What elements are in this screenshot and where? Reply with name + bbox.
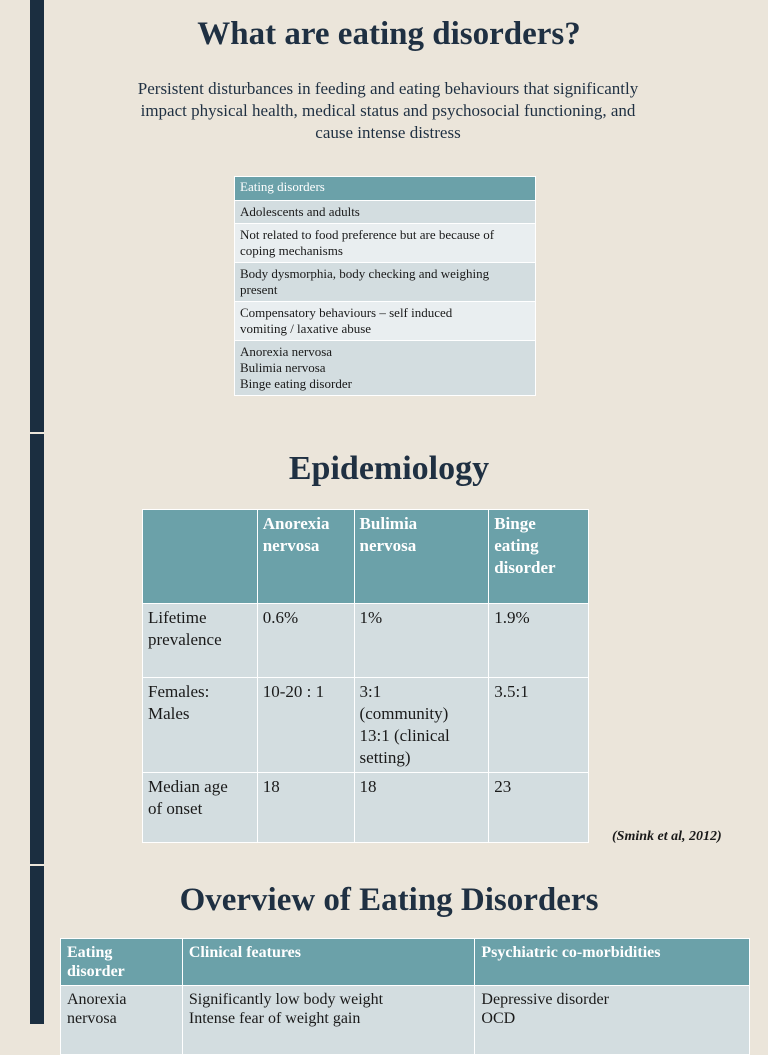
cell-line: 13:1 (clinical xyxy=(359,726,450,745)
table-cell xyxy=(489,678,589,773)
cell-line: prevalence xyxy=(148,630,222,649)
header-line: disorder xyxy=(67,963,125,980)
table-header xyxy=(489,510,589,604)
table-cell xyxy=(475,986,750,1055)
cell-line: Depressive disorder xyxy=(481,991,609,1008)
header-line: eating xyxy=(494,536,539,555)
cell-line: coping mechanisms xyxy=(240,243,343,258)
table-row xyxy=(143,678,589,773)
row-label xyxy=(61,986,183,1055)
cell-line: Anorexia xyxy=(67,991,127,1008)
header-line: nervosa xyxy=(262,536,320,555)
cell-line: of onset xyxy=(148,799,203,818)
cell-line: 1.9% xyxy=(494,608,530,627)
definition-line: cause intense distress xyxy=(315,123,461,142)
sidebar-accent-bar xyxy=(30,0,44,1024)
cell-line: Males xyxy=(148,704,190,723)
table-cell xyxy=(235,201,536,224)
table-row xyxy=(61,986,750,1055)
table-row xyxy=(235,263,536,302)
table-row xyxy=(235,302,536,341)
cell-line: 23 xyxy=(494,777,512,796)
table-cell xyxy=(257,604,354,678)
table-row xyxy=(143,604,589,678)
table-cell xyxy=(235,341,536,396)
header-line: Clinical features xyxy=(188,944,302,961)
cell-line: 18 xyxy=(359,777,377,796)
table-cell xyxy=(235,263,536,302)
cell-line: present xyxy=(240,282,278,297)
table-header xyxy=(182,939,475,986)
cell-line: Compensatory behaviours – self induced xyxy=(240,305,453,320)
header-line: Binge xyxy=(494,514,536,533)
header-line: Bulimia xyxy=(359,514,418,533)
cell-line: Females: xyxy=(148,682,210,701)
section-title-epidemiology: Epidemiology xyxy=(288,450,490,487)
cell-line: Binge eating disorder xyxy=(240,376,352,391)
cell-line: Body dysmorphia, body checking and weighing xyxy=(240,266,490,281)
cell-line: 3:1 xyxy=(359,682,382,701)
table-cell xyxy=(235,302,536,341)
table-row xyxy=(143,773,589,843)
table-header xyxy=(61,939,183,986)
table-cell xyxy=(489,773,589,843)
header-line: disorder xyxy=(494,558,556,577)
header-line: Eating xyxy=(67,944,113,961)
cell-line: 18 xyxy=(262,777,280,796)
cell-line: 3.5:1 xyxy=(494,682,529,701)
table-cell xyxy=(182,986,475,1055)
row-label xyxy=(143,678,258,773)
cell-line: Median age xyxy=(148,777,228,796)
cell-line: 0.6% xyxy=(262,608,299,627)
table-row xyxy=(235,201,536,224)
table-cell xyxy=(257,773,354,843)
table-row xyxy=(235,224,536,263)
cell-line: nervosa xyxy=(67,1010,117,1027)
cell-line: setting) xyxy=(359,748,411,767)
cell-line: 10-20 : 1 xyxy=(262,682,325,701)
cell-line: Lifetime xyxy=(148,608,207,627)
header-line: Psychiatric co-morbidities xyxy=(481,944,661,961)
cell-line: Anorexia nervosa xyxy=(240,344,333,359)
citation: (Smink et al, 2012) xyxy=(612,829,722,844)
cell-line: Intense fear of weight gain xyxy=(188,1010,361,1027)
epidemiology-table xyxy=(142,509,589,843)
header-line: Anorexia xyxy=(262,514,330,533)
cell-line: (community) xyxy=(359,704,449,723)
table-header xyxy=(257,510,354,604)
definition-line: impact physical health, medical status and psychosocial functioning, and xyxy=(140,101,636,120)
table-cell xyxy=(354,678,489,773)
header-line: nervosa xyxy=(359,536,417,555)
section-title-eating-disorders: What are eating disorders? xyxy=(197,16,581,52)
row-label xyxy=(143,773,258,843)
section-divider xyxy=(30,864,44,866)
table-header-empty xyxy=(143,510,258,604)
table-cell xyxy=(235,224,536,263)
table-cell xyxy=(354,773,489,843)
overview-table xyxy=(60,938,750,1055)
cell-line: Adolescents and adults xyxy=(240,204,360,219)
cell-line: OCD xyxy=(481,1010,516,1027)
row-label xyxy=(143,604,258,678)
definition-line: Persistent disturbances in feeding and eating behaviours that significantly xyxy=(137,79,639,98)
table-header: Eating disorders xyxy=(235,177,536,201)
table-row xyxy=(235,341,536,396)
table-header xyxy=(354,510,489,604)
cell-line: Significantly low body weight xyxy=(188,991,384,1008)
table-cell xyxy=(354,604,489,678)
cell-line: Not related to food preference but are because of xyxy=(240,227,495,242)
definition-text xyxy=(96,78,680,144)
eating-disorders-table xyxy=(234,176,536,396)
table-cell xyxy=(489,604,589,678)
section-title-overview: Overview of Eating Disorders xyxy=(179,882,599,918)
table-cell xyxy=(257,678,354,773)
cell-line: vomiting / laxative abuse xyxy=(240,321,372,336)
cell-line: Bulimia nervosa xyxy=(240,360,326,375)
cell-line: 1% xyxy=(359,608,383,627)
table-header xyxy=(475,939,750,986)
section-divider xyxy=(30,432,44,434)
